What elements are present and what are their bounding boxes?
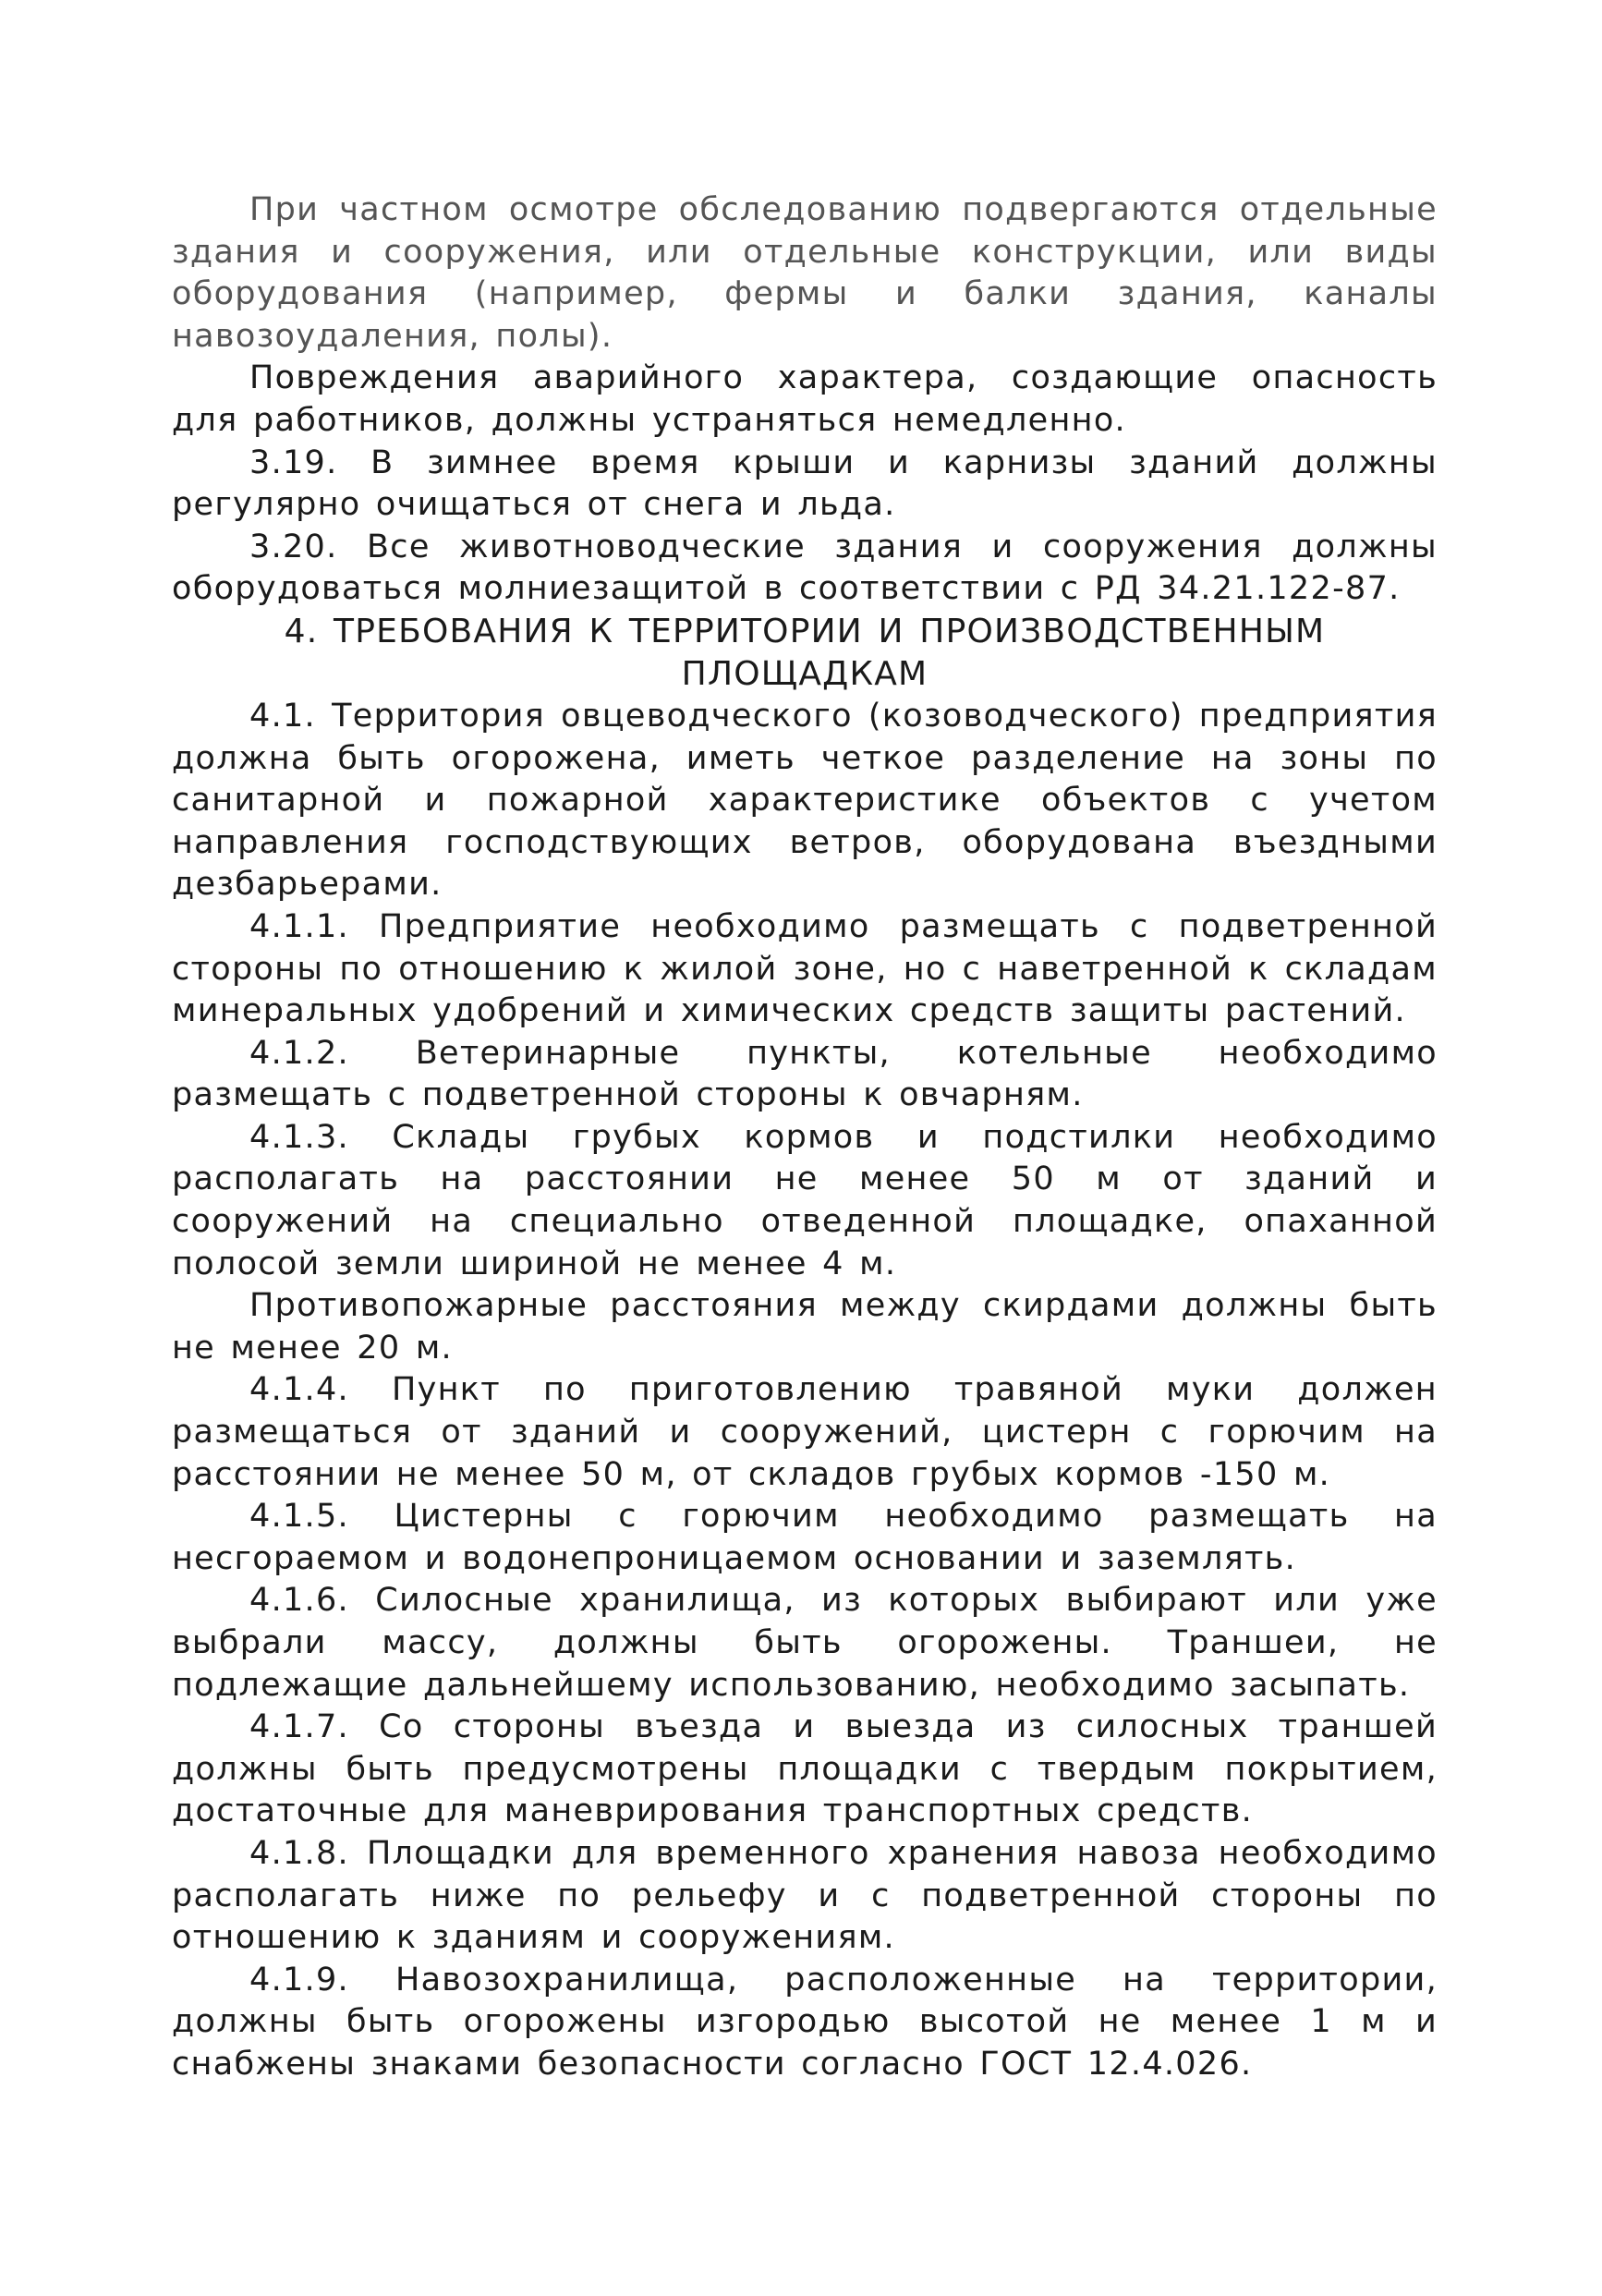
paragraph-3-19: 3.19. В зимнее время крыши и карнизы зданий должны регулярно очищаться от снега и льда. — [172, 443, 1438, 524]
paragraph-4-1-4: 4.1.4. Пункт по приготовлению травяной муки должен размещаться от зданий и сооружений, цистерн с горючим на расстоянии не менее 50 м, от складов грубых кормов -150 м. — [172, 1371, 1438, 1493]
paragraph-4-1-3: 4.1.3. Склады грубых кормов и подстилки необходимо располагать на расстоянии не менее 50 м от зданий и сооружений на специально отведенной площадке, опаханной полосой земли шириной не менее 4 м. — [172, 1118, 1438, 1282]
paragraph-4-1: 4.1. Территория овцеводческого (козоводческого) предприятия должна быть огорожена, иметь четкое разделение на зоны по санитарной и пожарной характеристике объектов с учетом направления господствующих ветров, оборудована въездными дезбарьерами. — [172, 697, 1438, 904]
section-heading-line-1: 4. ТРЕБОВАНИЯ К ТЕРРИТОРИИ И ПРОИЗВОДСТВЕННЫМ — [284, 612, 1326, 650]
paragraph-4-1-7: 4.1.7. Со стороны въезда и выезда из силосных траншей должны быть предусмотрены площадки с твердым покрытием, достаточные для маневрирования транспортных средств. — [172, 1708, 1438, 1830]
paragraph-fire-distances: Противопожарные расстояния между скирдами должны быть не менее 20 м. — [172, 1287, 1438, 1367]
paragraph-4-1-9: 4.1.9. Навозохранилища, расположенные на территории, должны быть огорожены изгородью высотой не менее 1 м и снабжены знаками безопасности согласно ГОСТ 12.4.026. — [172, 1961, 1438, 2083]
document-body — [172, 189, 1438, 2086]
section-heading-line-2: ПЛОЩАДКАМ — [681, 654, 928, 693]
paragraph-3-20: 3.20. Все животноводческие здания и сооружения должны оборудоваться молниезащитой в соответствии с РД 34.21.122-87. — [172, 528, 1438, 608]
paragraph-partial-inspection: При частном осмотре обследованию подвергаются отдельные здания и сооружения, или отдельные конструкции, или виды оборудования (например, фермы и балки здания, каналы навозоудаления, полы). — [172, 191, 1438, 355]
paragraph-emergency-damage: Повреждения аварийного характера, создающие опасность для работников, должны устраняться немедленно. — [172, 359, 1438, 439]
paragraph-4-1-5: 4.1.5. Цистерны с горючим необходимо размещать на несгораемом и водонепроницаемом основании и заземлять. — [172, 1498, 1438, 1577]
paragraph-4-1-1: 4.1.1. Предприятие необходимо размещать с подветренной стороны по отношению к жилой зоне, но с наветренной к складам минеральных удобрений и химических средств защиты растений. — [172, 907, 1438, 1030]
paragraph-4-1-6: 4.1.6. Силосные хранилища, из которых выбирают или уже выбрали массу, должны быть огорожены. Траншеи, не подлежащие дальнейшему использованию, необходимо засыпать. — [172, 1582, 1438, 1704]
section-heading — [172, 611, 1438, 696]
paragraph-4-1-2: 4.1.2. Ветеринарные пункты, котельные необходимо размещать с подветренной стороны к овчарням. — [172, 1034, 1438, 1114]
paragraph-4-1-8: 4.1.8. Площадки для временного хранения навоза необходимо располагать ниже по рельефу и с подветренной стороны по отношению к зданиям и сооружениям. — [172, 1834, 1438, 1957]
